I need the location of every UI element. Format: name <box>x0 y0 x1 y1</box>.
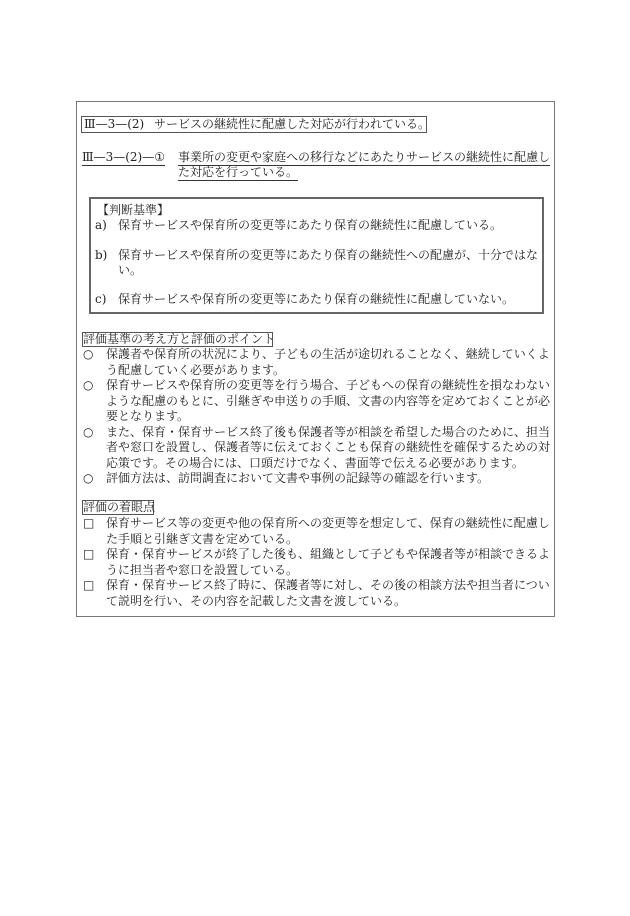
subheading-number: Ⅲ—3—(2)—① <box>82 150 165 164</box>
list-item-line: ような配慮のもとに、引継ぎや申送りの手順、文書の内容等を定めておくことが必 <box>106 393 551 408</box>
criteria-label-c: c) <box>95 292 107 306</box>
list-item-line: 保護者や保育所の状況により、子どもの生活が途切れることなく、継続していくよ <box>106 347 550 361</box>
criteria-title: 【判断基準】 <box>97 203 170 217</box>
heading-text: サービスの継続性に配慮した対応が行われている。 <box>154 117 431 131</box>
criteria-text-b: 保育サービスや保育所の変更等にあたり保育の継続性への配慮が、十分ではな <box>118 248 539 262</box>
criteria-text-c: 保育サービスや保育所の変更等にあたり保育の継続性に配慮していない。 <box>118 292 515 306</box>
circle-bullet-icon: ○ <box>83 424 94 439</box>
list-item-line: て説明を行い、その内容を記載した文書を渡している。 <box>106 593 407 608</box>
criteria-text-b: い。 <box>118 263 143 277</box>
list-item-line: 応策です。その場合には、口頭だけでなく、書面等で伝える必要があります。 <box>106 455 524 470</box>
criteria-text-a: 保育サービスや保育所の変更等にあたり保育の継続性に配慮している。 <box>118 218 503 232</box>
list-item-line: 保育サービス等の変更や他の保育所への変更等を想定して、保育の継続性に配慮し <box>106 516 550 530</box>
circle-bullet-icon: ○ <box>83 471 94 485</box>
circle-bullet-icon: ○ <box>83 347 94 361</box>
list-item-line: 保育サービスや保育所の変更等を行う場合、子どもへの保育の継続性を損なわない <box>106 378 551 392</box>
circle-bullet-icon: ○ <box>83 378 94 392</box>
checkbox-icon: □ <box>83 516 95 530</box>
heading-number: Ⅲ—3—(2) <box>84 117 145 131</box>
checkbox-icon: □ <box>83 547 95 561</box>
criteria-label-b: b) <box>95 248 108 262</box>
list-item-line: 要となります。 <box>106 409 190 423</box>
criteria-label-a: a) <box>95 218 107 232</box>
list-item-line: また、保育・保育サービス終了後も保護者等が相談を希望した場合のために、担当 <box>106 424 551 439</box>
subheading-line: 事業所の変更や家庭への移行などにあたりサービスの継続性に配慮し <box>178 150 551 164</box>
points-title: 評価基準の考え方と評価のポイント <box>83 332 276 346</box>
subheading-line: た対応を行っている。 <box>178 165 299 179</box>
focus-title: 評価の着眼点 <box>83 500 156 514</box>
list-item-line: た手順と引継ぎ文書を定めている。 <box>106 531 299 546</box>
checkbox-icon: □ <box>83 578 95 592</box>
list-item-line: 者や窓口を設置し、保護者等に伝えておくことも保育の継続性を確保するための対 <box>106 440 551 454</box>
list-item-line: 保育・保育サービスが終了した後も、組織として子どもや保護者等が相談できるよ <box>106 547 551 561</box>
list-item-line: 保育・保育サービス終了時に、保護者等に対し、その後の相談方法や担当者につい <box>106 578 550 592</box>
list-item-line: 評価方法は、訪問調査において文書や事例の記録等の確認を行います。 <box>106 471 490 485</box>
list-item-line: うに担当者や窓口を設置している。 <box>106 562 299 577</box>
list-item-line: う配慮していく必要があります。 <box>106 362 286 377</box>
